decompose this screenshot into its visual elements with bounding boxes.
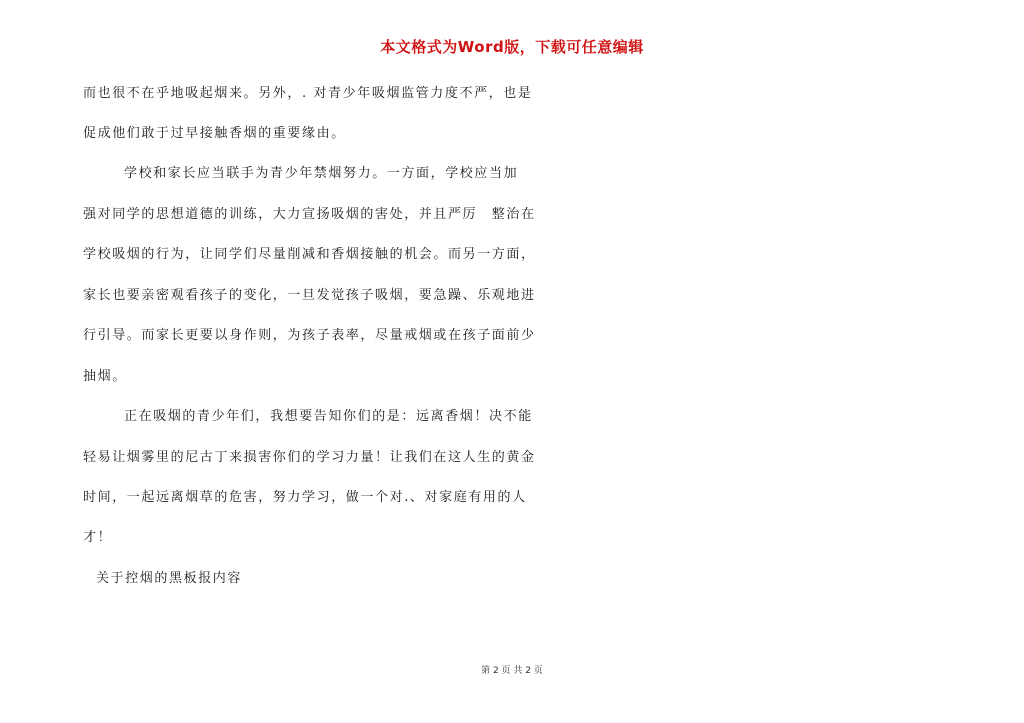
body-line-3: 学校和家长应当联手为青少年禁烟努力。一方面，学校应当加 (124, 166, 519, 181)
body-line-12: 才！ (83, 530, 113, 545)
body-line-9: 正在吸烟的青少年们，我想要告知你们的是：远离香烟！决不能 (124, 409, 533, 424)
body-line-10: 轻易让烟雾里的尼古丁来损害你们的学习力量！让我们在这人生的黄金 (83, 450, 536, 465)
section-heading: 关于控烟的黑板报内容 (96, 571, 243, 586)
body-line-8: 抽烟。 (83, 369, 127, 384)
body-line-5: 学校吸烟的行为，让同学们尽量削减和香烟接触的机会。而另一方面， (83, 247, 536, 262)
page-number-footer: 第 2 页 共 2 页 (481, 666, 543, 676)
body-line-6: 家长也要亲密观看孩子的变化，一旦发觉孩子吸烟，要急躁、乐观地进 (83, 288, 536, 303)
document-header-banner: 本文格式为Word版，下载可任意编辑 (380, 38, 644, 56)
body-line-4: 强对同学的思想道德的训练，大力宣扬吸烟的害处，并且严厉 整治在 (83, 207, 536, 222)
body-line-1: 而也很不在乎地吸起烟来。另外，. 对青少年吸烟监管力度不严，也是 (83, 86, 533, 101)
body-line-2: 促成他们敢于过早接触香烟的重要缘由。 (83, 126, 346, 141)
body-line-11: 时间，一起远离烟草的危害，努力学习，做一个对.、对家庭有用的人 (83, 490, 527, 505)
body-line-7: 行引导。而家长更要以身作则，为孩子表率，尽量戒烟或在孩子面前少 (83, 328, 536, 343)
